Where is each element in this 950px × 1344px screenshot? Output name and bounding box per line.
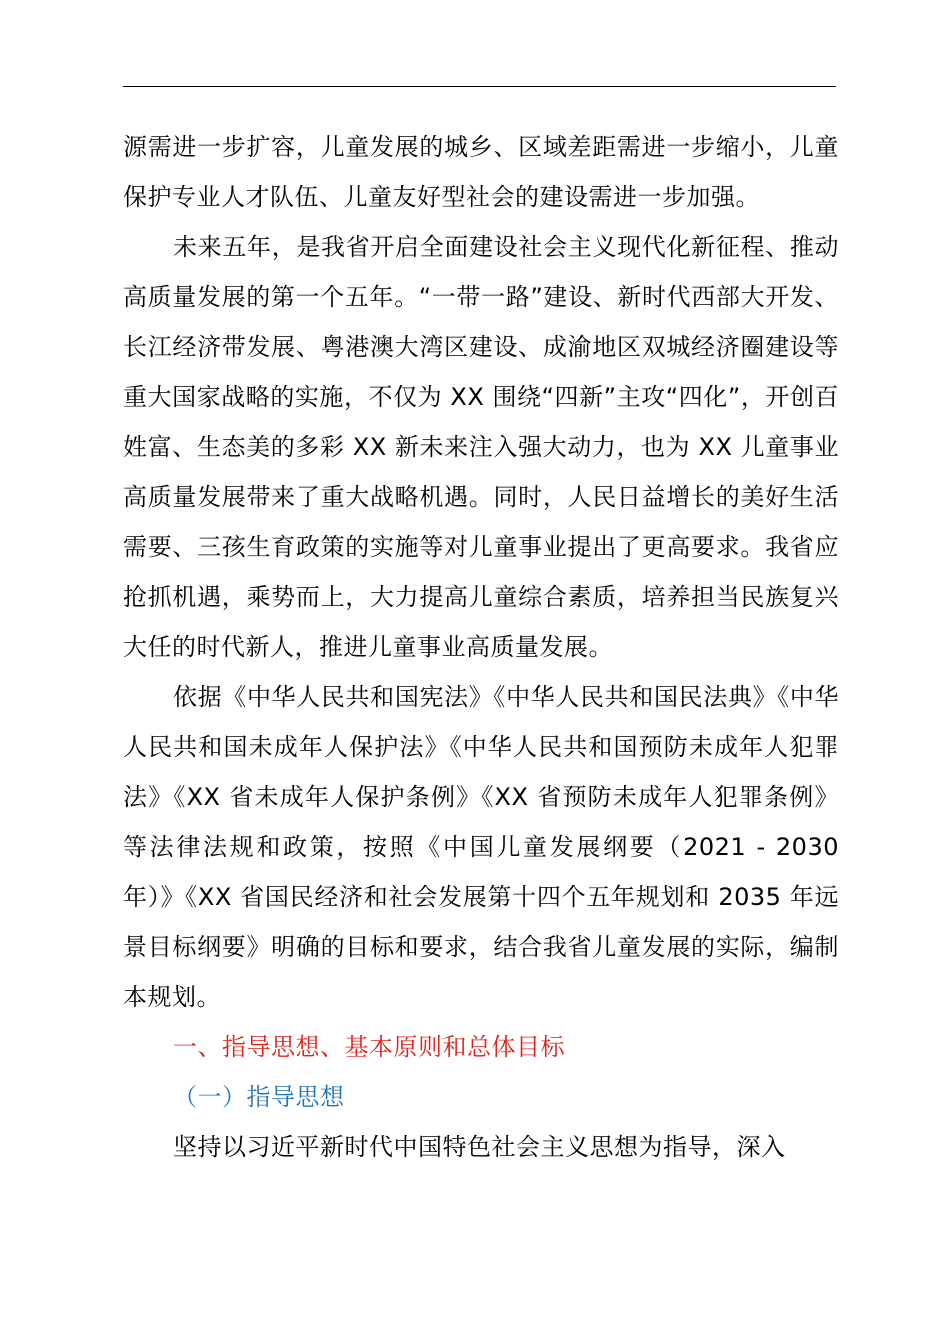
paragraph-continuation: 源需进一步扩容，儿童发展的城乡、区域差距需进一步缩小，儿童保护专业人才队伍、儿童友好型社会的建设需进一步加强。 — [123, 133, 839, 211]
document-body — [123, 122, 839, 1172]
paragraph-legal-basis: 依据《中华人民共和国宪法》《中华人民共和国民法典》《中华人民共和国未成年人保护法》《中华人民共和国预防未成年人犯罪法》《XX 省未成年人保护条例》《XX 省预防未成年人犯罪条例》等法律法规和政策，按照《中国儿童发展纲要（2021 - 2030 年）》《XX 省国民经济和社会发展第十四个五年规划和 2035 年远景目标纲要》明确的目标和要求，结合我省儿童发展的实际，编制本规划。 — [123, 683, 839, 1011]
section-heading: 一、指导思想、基本原则和总体目标 — [173, 1033, 565, 1061]
subsection-heading: （一）指导思想 — [173, 1083, 345, 1111]
paragraph-guiding-thought: 坚持以习近平新时代中国特色社会主义思想为指导，深入 — [173, 1133, 786, 1161]
paragraph-future-five-years: 未来五年，是我省开启全面建设社会主义现代化新征程、推动高质量发展的第一个五年。“一带一路”建设、新时代西部大开发、长江经济带发展、粤港澳大湾区建设、成渝地区双城经济圈建设等重大国家战略的实施，不仅为 XX 围绕“四新”主攻“四化”，开创百姓富、生态美的多彩 XX 新未来注入强大动力，也为 XX 儿童事业高质量发展带来了重大战略机遇。同时，人民日益增长的美好生活需要、三孩生育政策的实施等对儿童事业提出了更高要求。我省应抢抓机遇，乘势而上，大力提高儿童综合素质，培养担当民族复兴大任的时代新人，推进儿童事业高质量发展。 — [123, 233, 839, 661]
header-rule — [123, 86, 836, 87]
